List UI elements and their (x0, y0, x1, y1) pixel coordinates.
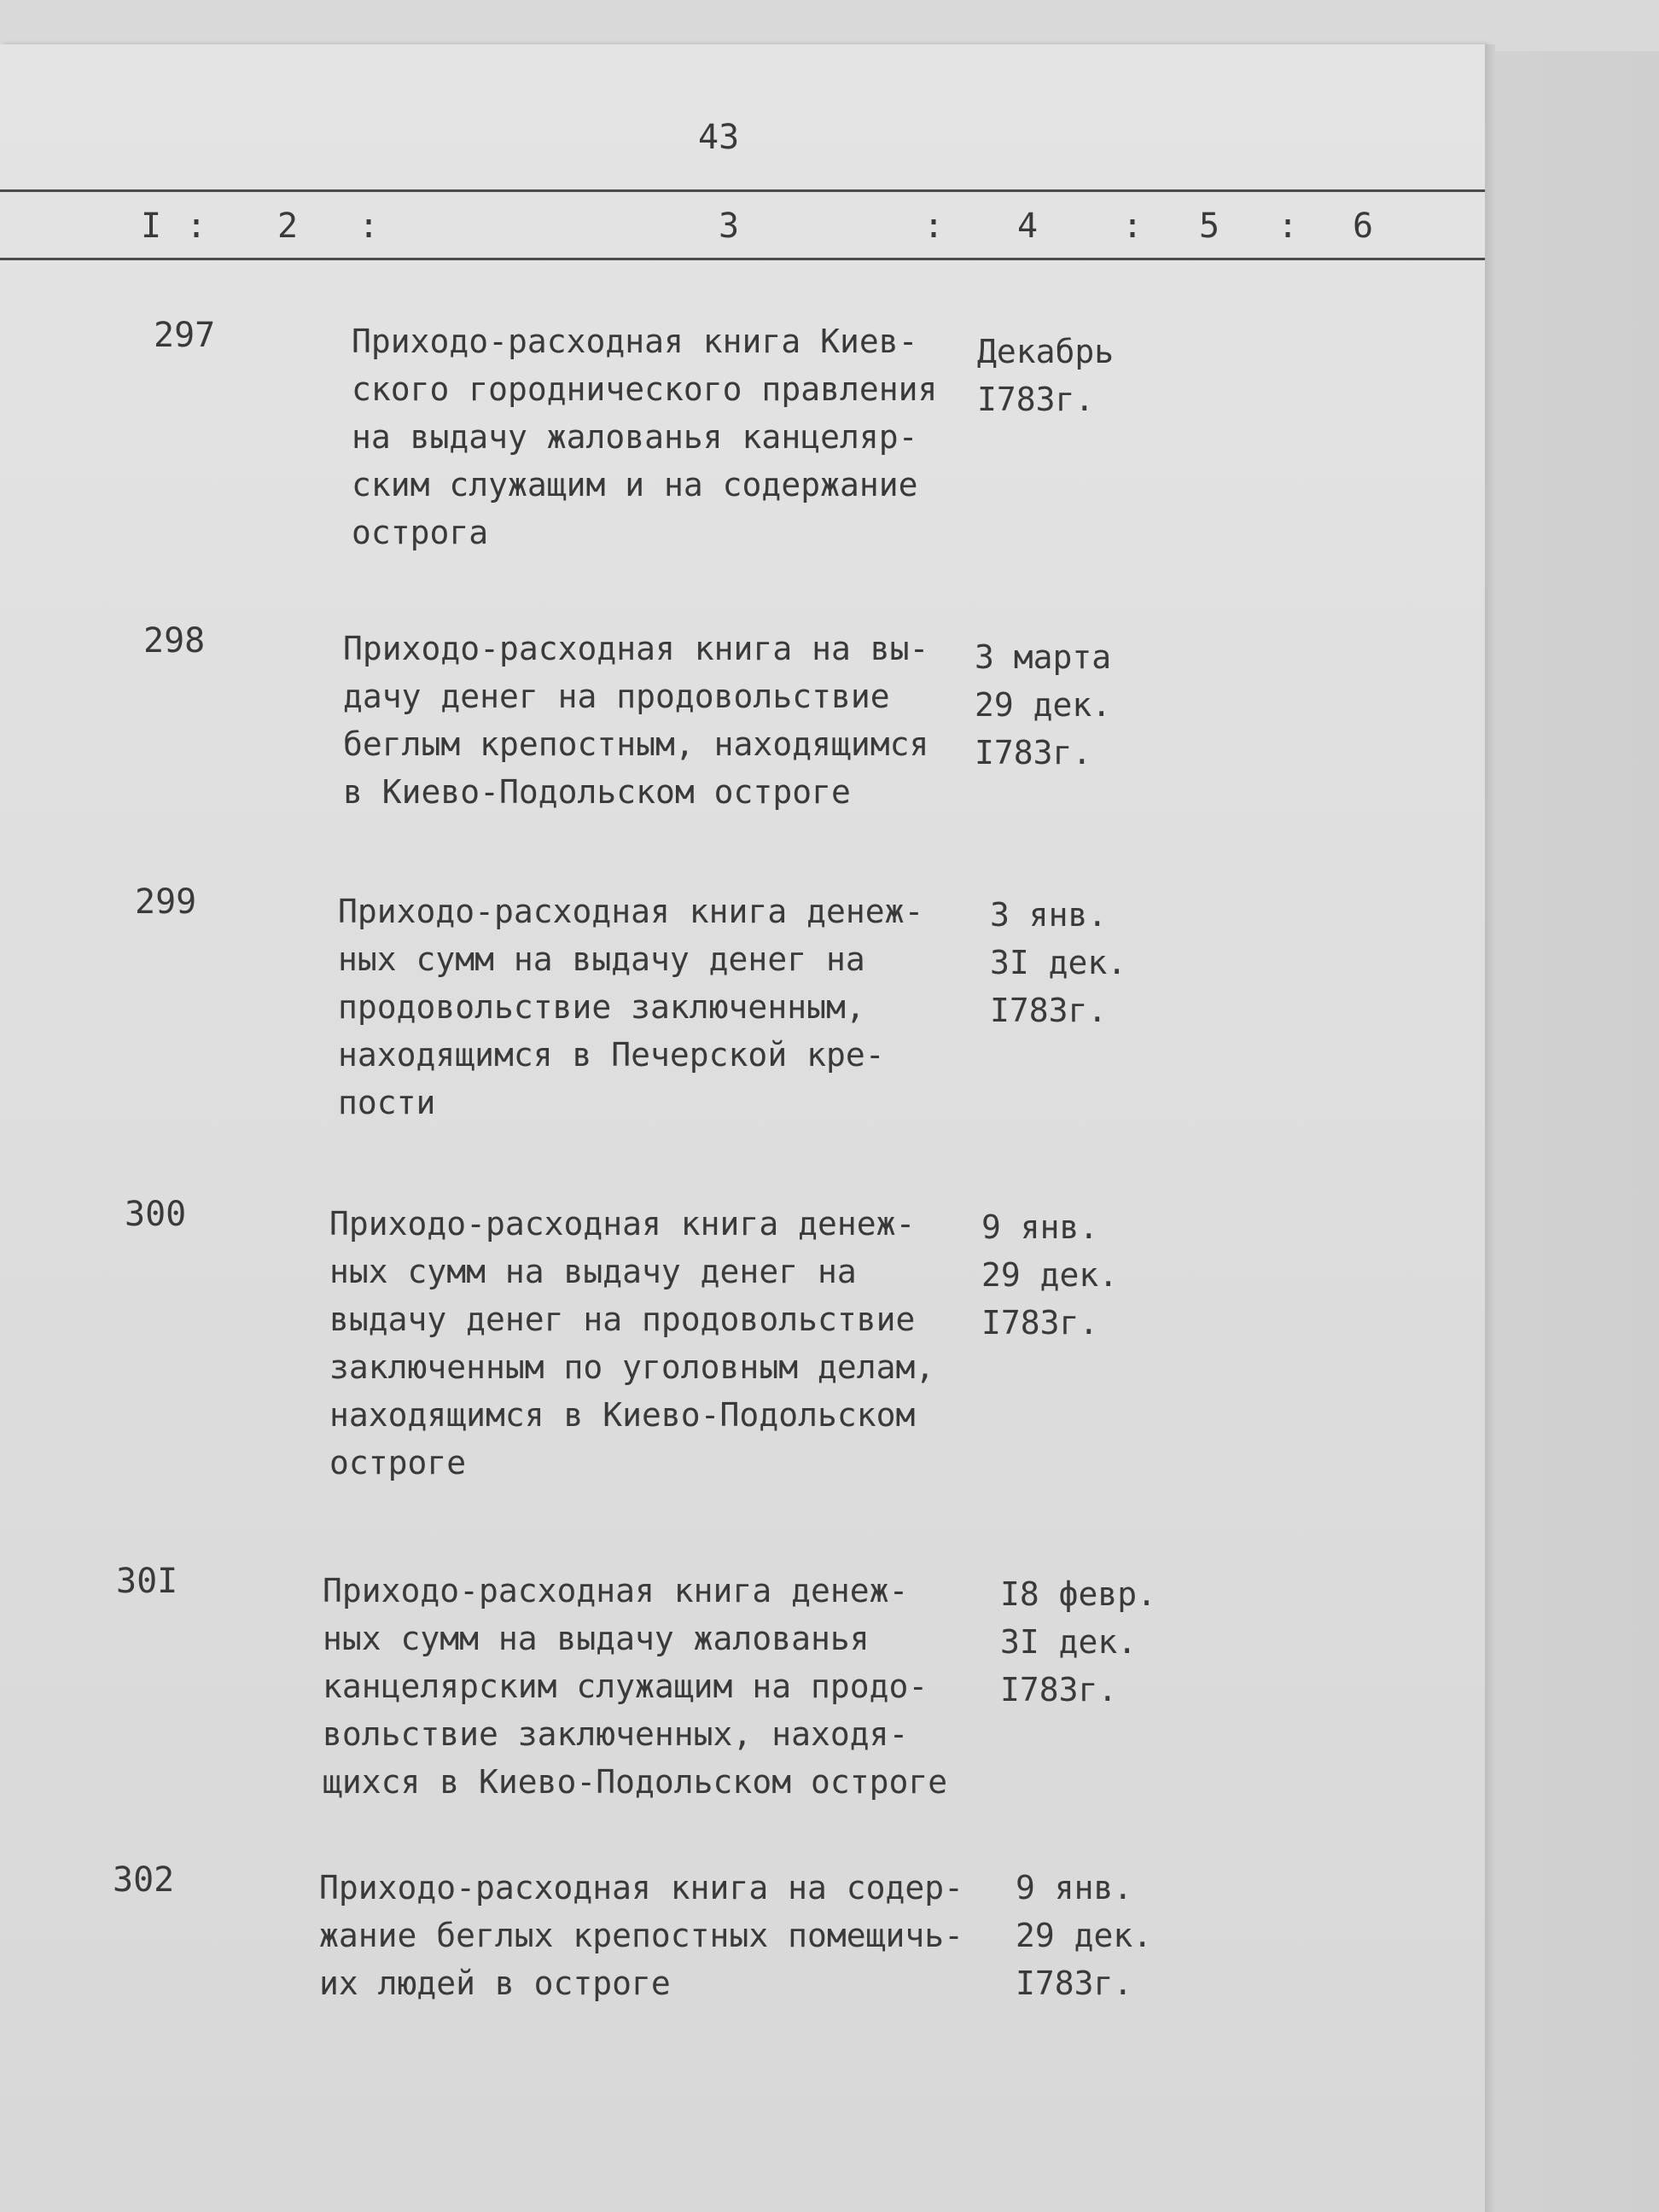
record-title-line: ных сумм на выдачу жалованья (323, 1620, 870, 1657)
record-title-line: жание беглых крепостных помещичь- (319, 1917, 963, 1954)
record-title-line: их людей в остроге (319, 1965, 671, 2002)
column-header-1: I (141, 207, 162, 246)
page-edge (1485, 44, 1495, 2212)
column-separator: : (186, 207, 207, 246)
record-title-line: Приходо-расходная книга Киев- (352, 323, 918, 360)
record-title-line: в Киево-Подольском остроге (343, 773, 851, 811)
record-title-line: острога (352, 514, 489, 551)
column-separator: : (1122, 207, 1144, 246)
column-separator: : (923, 207, 945, 246)
record-date-line: 3 марта (975, 638, 1112, 676)
record-title-line: щихся в Киево-Подольском остроге (323, 1763, 948, 1801)
record-title-line: вольствие заключенных, находя- (323, 1715, 909, 1753)
record-date-line: 9 янв. (981, 1208, 1099, 1246)
record-date-line: I8 февр. (1000, 1575, 1157, 1613)
record-title-line: ных сумм на выдачу денег на (329, 1253, 857, 1290)
record-date-line: 3I дек. (990, 944, 1127, 981)
record-date-line: I783г. (1016, 1965, 1133, 2002)
back-sheet (0, 0, 1659, 51)
record-title-line: канцелярским служащим на продо- (323, 1668, 928, 1705)
column-header-2: 2 (277, 207, 299, 246)
record-date (990, 891, 1126, 1034)
record-title-line: дачу денег на продовольствие (343, 678, 890, 715)
record-number: 297 (154, 316, 216, 355)
page-number: 43 (698, 118, 740, 157)
record-title (338, 888, 923, 1126)
record-number: 299 (135, 882, 197, 922)
record-title-line: выдачу денег на продовольствие (329, 1301, 916, 1338)
record-date-line: 3I дек. (1000, 1623, 1138, 1661)
record-date (1000, 1570, 1156, 1714)
record-title-line: на выдачу жалованья канцеляр- (352, 418, 918, 456)
record-title-line: Приходо-расходная книга на вы- (343, 630, 929, 667)
column-separator: : (358, 207, 380, 246)
record-title (319, 1864, 963, 2007)
record-title-line: ского городнического правления (352, 370, 938, 408)
record-date-line: Декабрь (977, 333, 1115, 370)
record-title-line: ским служащим и на содержание (352, 466, 918, 504)
column-separator: : (1278, 207, 1299, 246)
header-rule-top (0, 189, 1485, 192)
record-date-line: I783г. (975, 734, 1092, 771)
record-title (329, 1200, 934, 1487)
record-title-line: Приходо-расходная книга денеж- (323, 1572, 909, 1610)
record-title-line: Приходо-расходная книга на содер- (319, 1869, 963, 1906)
record-number: 298 (143, 621, 206, 661)
record-title-line: беглым крепостным, находящимся (343, 725, 929, 763)
column-header-5: 5 (1199, 207, 1220, 246)
record-date-line: I783г. (977, 381, 1095, 418)
record-date-line: 29 дек. (1016, 1917, 1153, 1954)
record-date-line: 9 янв. (1016, 1869, 1133, 1906)
record-title-line: находящимся в Печерской кре- (338, 1036, 885, 1074)
record-date-line: 29 дек. (975, 686, 1112, 724)
record-title-line: находящимся в Киево-Подольском (329, 1396, 916, 1434)
column-header-4: 4 (1017, 207, 1039, 246)
record-title-line: заключенным по уголовным делам, (329, 1348, 935, 1386)
record-number: 300 (125, 1195, 187, 1234)
record-title-line: пости (338, 1084, 436, 1121)
record-date-line: I783г. (990, 992, 1108, 1029)
record-title (343, 625, 928, 816)
record-date-line: 3 янв. (990, 896, 1108, 934)
record-date (975, 633, 1111, 777)
record-number: 302 (113, 1860, 175, 1900)
record-title-line: Приходо-расходная книга денеж- (338, 893, 924, 930)
column-header-6: 6 (1353, 207, 1374, 246)
record-date-line: I783г. (981, 1304, 1099, 1342)
record-date-line: I783г. (1000, 1671, 1118, 1708)
record-date (1016, 1864, 1152, 2007)
header-rule-bottom (0, 258, 1485, 260)
record-title-line: ных сумм на выдачу денег на (338, 940, 865, 978)
record-title-line: остроге (329, 1444, 467, 1481)
column-header-3: 3 (719, 207, 740, 246)
record-title-line: продовольствие заключенным, (338, 988, 865, 1026)
record-number: 30I (116, 1562, 178, 1601)
record-date (981, 1203, 1118, 1347)
record-date (977, 328, 1114, 423)
record-title (352, 317, 937, 556)
record-title (323, 1567, 947, 1806)
record-date-line: 29 дек. (981, 1256, 1119, 1294)
record-title-line: Приходо-расходная книга денеж- (329, 1205, 916, 1243)
